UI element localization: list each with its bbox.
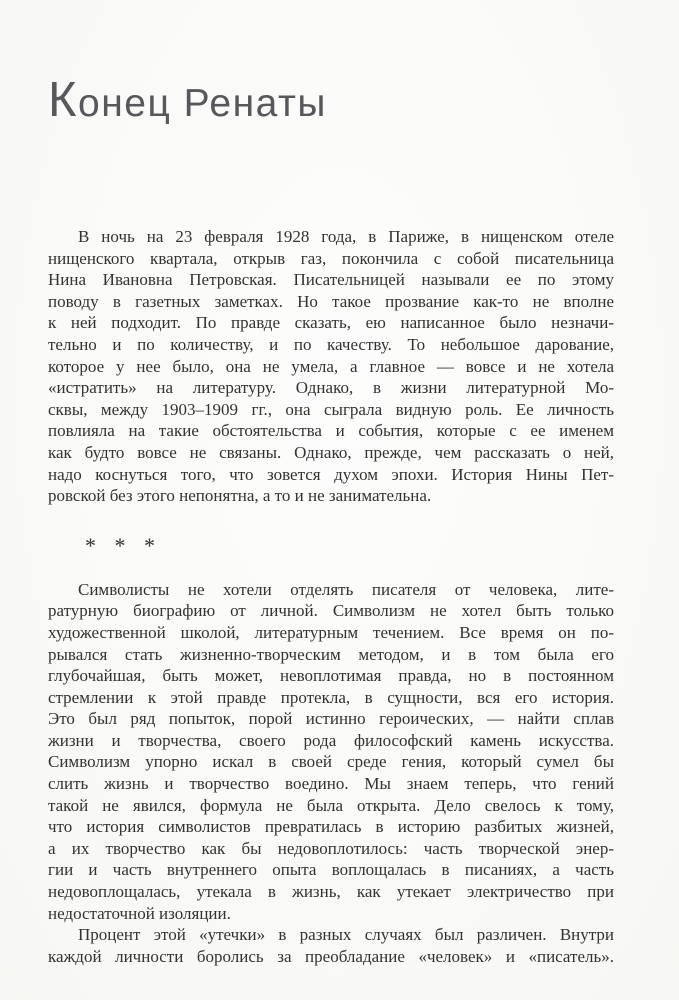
text-line: сквы, между 1903–1909 гг., она сыграла видную роль. Ее личность xyxy=(48,399,614,419)
text-line: которое у нее было, она не умела, а главное — вовсе и не хотела xyxy=(48,356,614,376)
text-line: глубочайшая, быть может, невоплотимая правда, но в постоянном xyxy=(48,666,614,686)
text-line: В ночь на 23 февраля 1928 года, в Париже, в нищенском отеле xyxy=(78,227,614,246)
text-line: тельно и по количеству, и по качеству. То небольшое дарование, xyxy=(48,334,614,354)
text-line: нищенского квартала, открыв газ, покончила с собой писательница xyxy=(48,248,614,268)
text-line: Символизм упорно искал в своей среде гения, который сумел бы xyxy=(48,752,614,772)
text-line: рывался стать жизненно-творческим методом, и в том была его xyxy=(48,644,614,664)
text-line: ратурную биографию от личной. Символизм не хотел быть только xyxy=(48,601,614,621)
text-line: Это был ряд попыток, порой истинно героических, — найти сплав xyxy=(48,709,614,729)
body-text xyxy=(48,226,614,967)
text-line: слить жизнь и творчество воедино. Мы знаем теперь, что гений xyxy=(48,774,614,794)
text-line: жизни и творчества, своего рода философский камень искусства. xyxy=(48,730,614,750)
text-line: Нина Ивановна Петровская. Писательницей называли ее по этому xyxy=(48,270,614,290)
text-line: надо коснуться того, что зовется духом эпохи. История Нины Пет- xyxy=(48,464,614,484)
text-line: а их творчество как бы недовоплотилось: часть творческой энер- xyxy=(48,838,614,858)
text-line: каждой личности боролись за преобладание «человек» и «писатель». xyxy=(48,946,614,966)
text-line: недовоплощалась, утекала в жизнь, как утекает электричество при xyxy=(48,882,614,902)
paragraph xyxy=(48,226,614,507)
chapter-title: Конец Ренаты xyxy=(48,73,327,127)
text-line: такой не явился, формула не была открыта. Дело свелось к тому, xyxy=(48,795,614,815)
paragraph xyxy=(48,924,614,967)
text-line: «истратить» на литературу. Однако, в жизни литературной Мо- xyxy=(48,378,614,398)
text-line: к ней подходит. По правде сказать, ею написанное было незначи- xyxy=(48,313,614,333)
paragraph xyxy=(48,579,614,925)
text-line: стремлении к этой правде протекла, в сущности, вся его история. xyxy=(48,687,614,707)
section-separator: * * * xyxy=(85,532,155,558)
text-line: художественной школой, литературным течением. Все время он по- xyxy=(48,622,614,642)
text-line: что история символистов превратилась в историю разбитых жизней, xyxy=(48,817,614,837)
text-line: повлияла на такие обстоятельства и события, которые с ее именем xyxy=(48,421,614,441)
text-line: как будто вовсе не связаны. Однако, прежде, чем рассказать о ней, xyxy=(48,442,614,462)
text-line: Процент этой «утечки» в разных случаях был различен. Внутри xyxy=(78,925,614,945)
text-line: недостаточной изоляции. xyxy=(48,903,231,923)
text-line: поводу в газетных заметках. Но такое прозвание как-то не вполне xyxy=(48,291,614,311)
text-line: Символисты не хотели отделять писателя от человека, лите- xyxy=(78,579,614,599)
text-line: ровской без этого непонятна, а то и не занимательна. xyxy=(48,486,432,506)
text-line: гии и часть внутреннего опыта воплощалась в писаниях, а часть xyxy=(48,860,614,880)
